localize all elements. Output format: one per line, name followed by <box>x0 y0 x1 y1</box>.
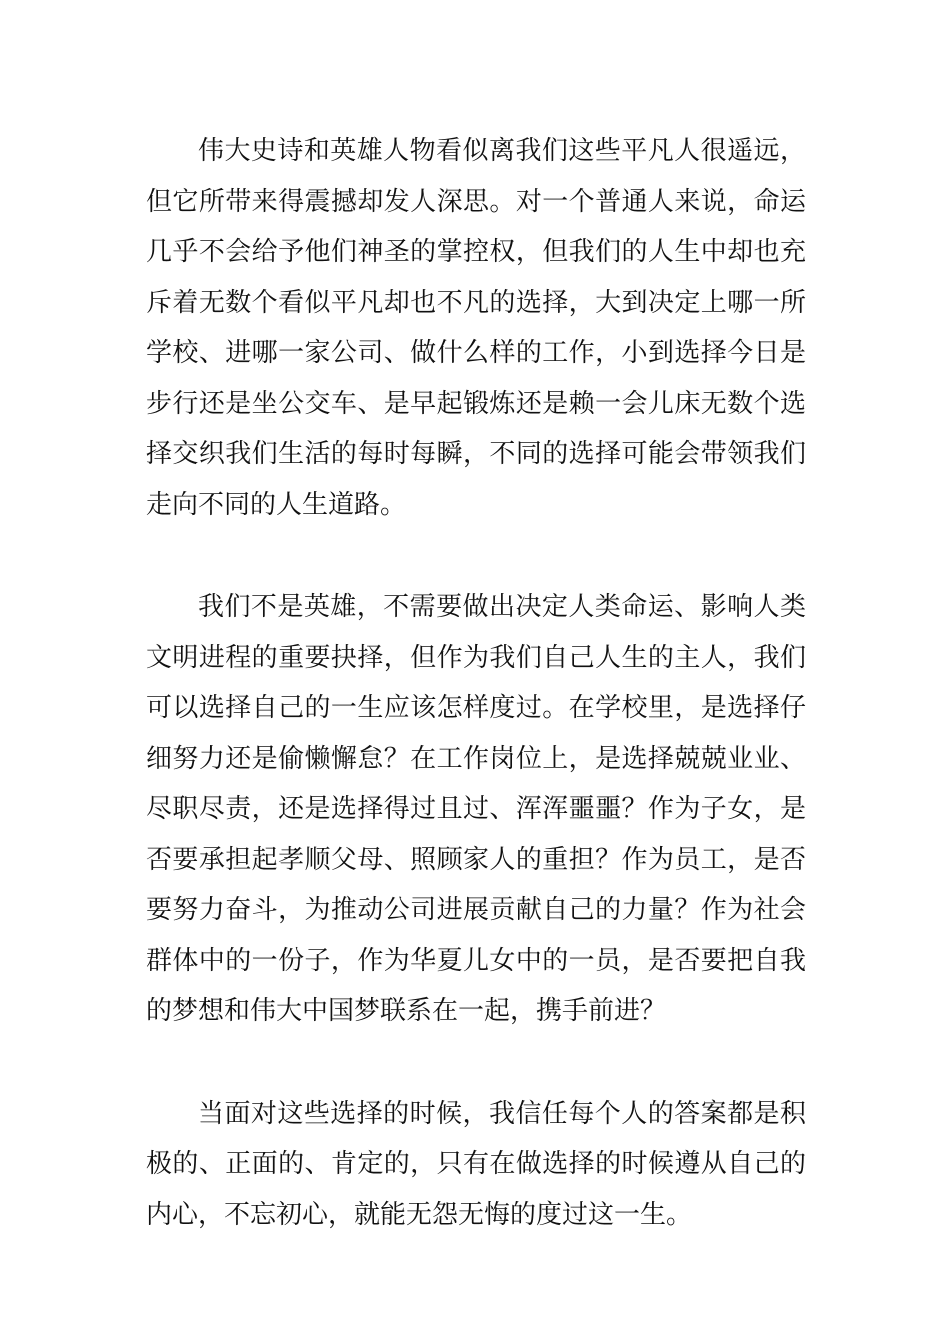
document-page <box>146 126 806 1240</box>
paragraph-1: 伟大史诗和英雄人物看似离我们这些平凡人很遥远，但它所带来得震撼却发人深思。对一个普通人来说，命运几乎不会给予他们神圣的掌控权，但我们的人生中却也充斥着无数个看似平凡却也不凡的选择，大到决定上哪一所学校、进哪一家公司、做什么样的工作，小到选择今日是步行还是坐公交车、是早起锻炼还是赖一会儿床无数个选择交织我们生活的每时每瞬，不同的选择可能会带领我们走向不同的人生道路。 <box>146 136 806 520</box>
paragraph-2: 我们不是英雄，不需要做出决定人类命运、影响人类文明进程的重要抉择，但作为我们自己人生的主人，我们可以选择自己的一生应该怎样度过。在学校里，是选择仔细努力还是偷懒懈怠？在工作岗位上，是选择兢兢业业、尽职尽责，还是选择得过且过、浑浑噩噩？作为子女，是否要承担起孝顺父母、照顾家人的重担？作为员工，是否要努力奋斗，为推动公司进展贡献自己的力量？作为社会群体中的一份子，作为华夏儿女中的一员，是否要把自我的梦想和伟大中国梦联系在一起，携手前进？ <box>146 592 806 1026</box>
paragraph-3: 当面对这些选择的时候，我信任每个人的答案都是积极的、正面的、肯定的，只有在做选择的时候遵从自己的内心，不忘初心，就能无怨无悔的度过这一生。 <box>146 1098 806 1230</box>
